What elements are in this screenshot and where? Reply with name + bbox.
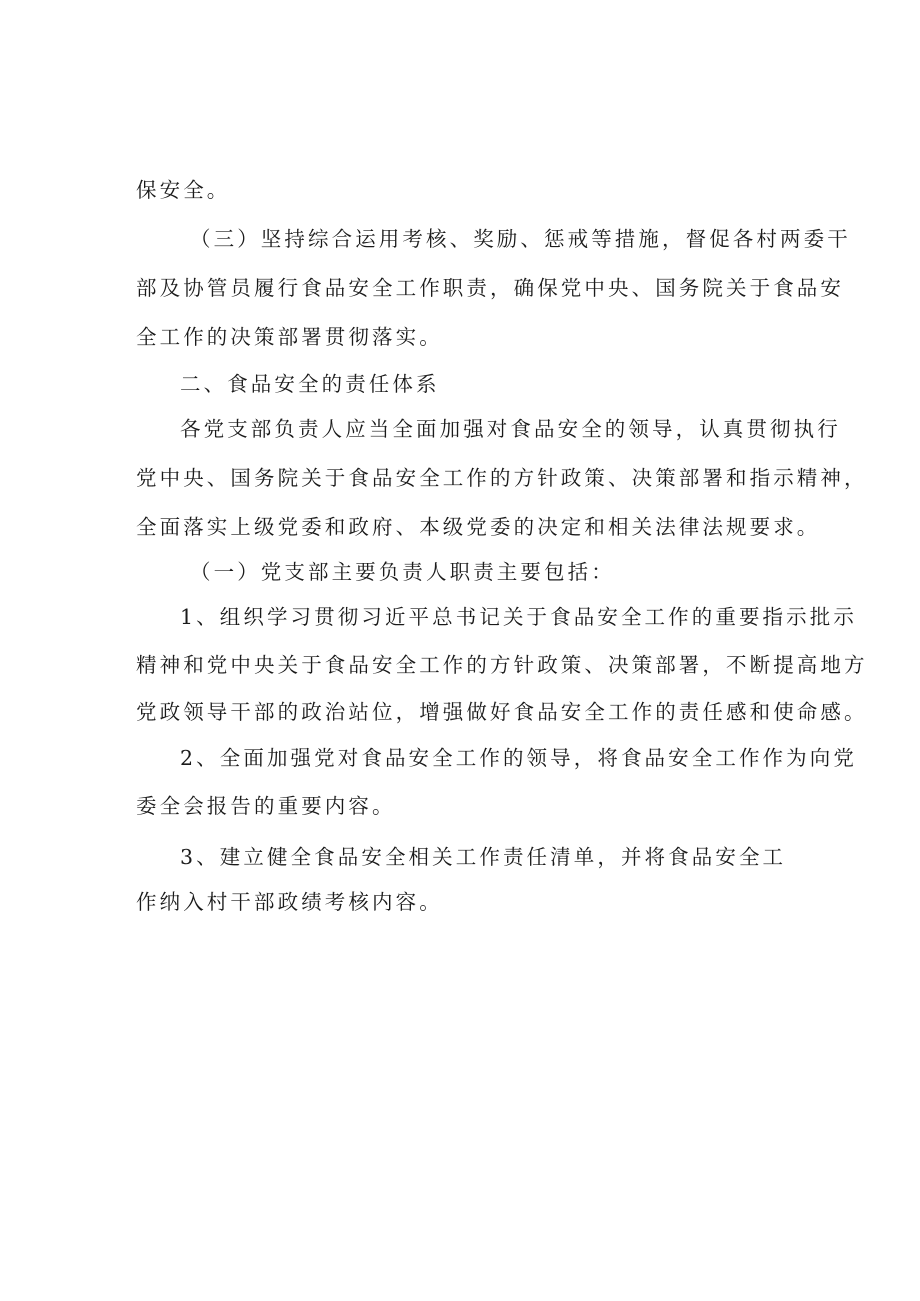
text-line-14: 委全会报告的重要内容。	[136, 794, 396, 818]
text-line-6: 各党支部负责人应当全面加强对食品安全的领导，认真贯彻执行	[180, 417, 841, 441]
text-line-12: 党政领导干部的政治站位，增强做好食品安全工作的责任感和使命感。	[136, 700, 868, 724]
text-line-13: 2、全面加强党对食品安全工作的领导，将食品安全工作作为向党	[180, 746, 857, 770]
text-line-7: 党中央、国务院关于食品安全工作的方针政策、决策部署和指示精神，	[136, 466, 868, 490]
text-line-10: 1、组织学习贯彻习近平总书记关于食品安全工作的重要指示批示	[180, 605, 857, 629]
text-line-4: 全工作的决策部署贯彻落实。	[136, 325, 443, 349]
text-line-16: 作纳入村干部政绩考核内容。	[136, 890, 443, 914]
text-line-2: （三）坚持综合运用考核、奖励、惩戒等措施，督促各村两委干	[190, 227, 851, 251]
text-line-1: 保安全。	[136, 178, 231, 202]
text-line-8: 全面落实上级党委和政府、本级党委的决定和相关法律法规要求。	[136, 515, 821, 539]
text-line-15: 3、建立健全食品安全相关工作责任清单，并将食品安全工	[180, 845, 787, 869]
text-line-3: 部及协管员履行食品安全工作职责，确保党中央、国务院关于食品安	[136, 276, 844, 300]
section-heading: 二、食品安全的责任体系	[180, 372, 440, 396]
text-line-11: 精神和党中央关于食品安全工作的方针政策、决策部署，不断提高地方	[136, 653, 868, 677]
subsection-heading: （一）党支部主要负责人职责主要包括：	[190, 560, 615, 584]
